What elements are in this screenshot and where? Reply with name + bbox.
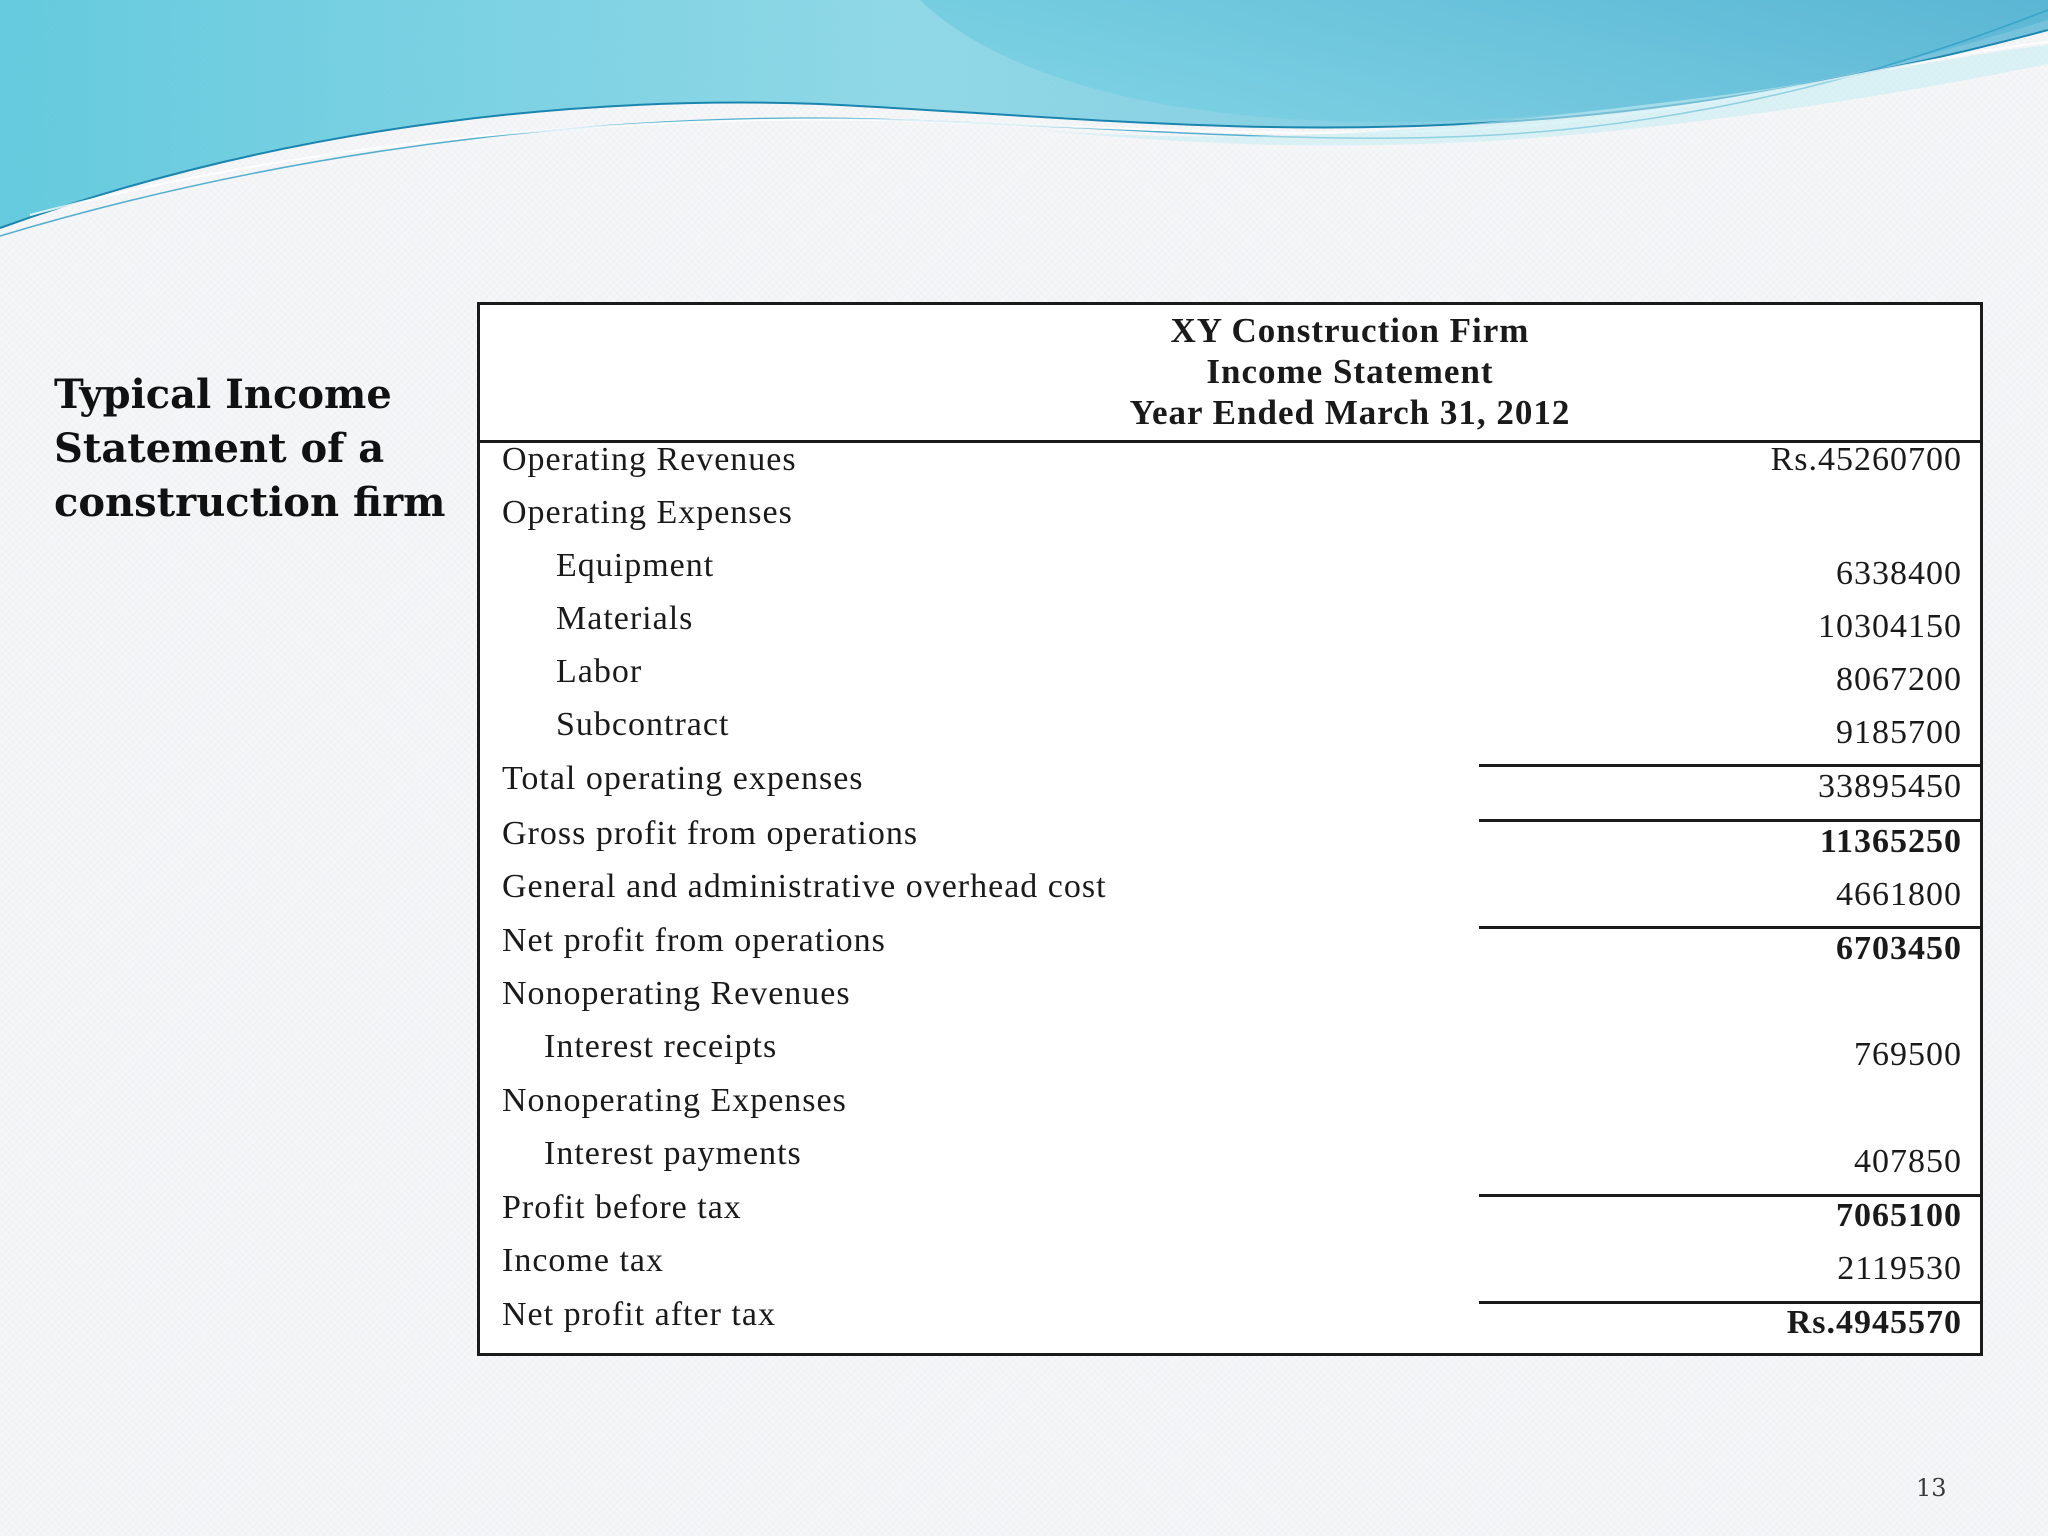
row-label: Profit before tax [502, 1189, 742, 1226]
row-operating-revenues [480, 441, 1980, 494]
row-gross-profit [480, 815, 1980, 868]
statement-header [480, 305, 1980, 443]
row-value: 7065100 [1836, 1197, 1962, 1234]
page-number: 13 [1916, 1474, 1947, 1502]
row-label: Nonoperating Expenses [502, 1082, 847, 1119]
row-label: Interest payments [544, 1135, 802, 1172]
row-value: 10304150 [1818, 608, 1962, 645]
row-value: 6703450 [1836, 930, 1962, 967]
row-labor [480, 653, 1980, 706]
row-nonoperating-expenses [480, 1082, 1980, 1135]
row-materials [480, 600, 1980, 653]
row-label: Nonoperating Revenues [502, 975, 851, 1012]
row-net-profit-after-tax [480, 1296, 1980, 1349]
row-label: Subcontract [556, 706, 730, 743]
income-statement-table [477, 302, 1983, 1356]
row-value: 9185700 [1836, 714, 1962, 751]
statement-company-name: XY Construction Firm [1170, 311, 1530, 350]
row-label: Income tax [502, 1242, 664, 1279]
side-title-line-1: Typical Income [54, 371, 392, 418]
row-value: 4661800 [1836, 876, 1962, 913]
row-income-tax [480, 1242, 1980, 1295]
statement-period: Year Ended March 31, 2012 [1129, 393, 1571, 432]
row-subcontract [480, 706, 1980, 759]
row-label: Operating Expenses [502, 494, 793, 531]
row-value: 11365250 [1819, 823, 1962, 860]
row-nonoperating-revenues [480, 975, 1980, 1028]
row-value: 769500 [1854, 1036, 1962, 1073]
row-operating-expenses [480, 494, 1980, 547]
row-equipment [480, 547, 1980, 600]
header-wave-decoration [0, 0, 2048, 240]
row-value: 2119530 [1837, 1250, 1962, 1287]
row-label: Interest receipts [544, 1028, 778, 1065]
row-value: Rs.45260700 [1770, 441, 1962, 478]
slide-side-title [54, 368, 454, 530]
row-label: Total operating expenses [502, 760, 864, 797]
row-label: Net profit after tax [502, 1296, 776, 1333]
row-profit-before-tax [480, 1189, 1980, 1242]
row-label: Operating Revenues [502, 441, 797, 478]
row-value: 407850 [1854, 1143, 1962, 1180]
side-title-line-2: Statement of a [54, 425, 385, 472]
row-interest-receipts [480, 1028, 1980, 1081]
row-value: 33895450 [1818, 768, 1962, 805]
row-label: Equipment [556, 547, 715, 584]
statement-title: Income Statement [1206, 352, 1494, 391]
row-interest-payments [480, 1135, 1980, 1188]
row-net-profit-operations [480, 922, 1980, 975]
row-label: Labor [556, 653, 643, 690]
row-total-operating-expenses [480, 760, 1980, 813]
row-label: Net profit from operations [502, 922, 886, 959]
row-label: Gross profit from operations [502, 815, 919, 852]
row-label: Materials [556, 600, 694, 637]
row-overhead-cost [480, 868, 1980, 921]
row-value: 8067200 [1836, 661, 1962, 698]
row-value: Rs.4945570 [1786, 1304, 1962, 1341]
row-value: 6338400 [1836, 555, 1962, 592]
side-title-line-3: construction firm [54, 479, 446, 526]
row-label: General and administrative overhead cost [502, 868, 1107, 905]
